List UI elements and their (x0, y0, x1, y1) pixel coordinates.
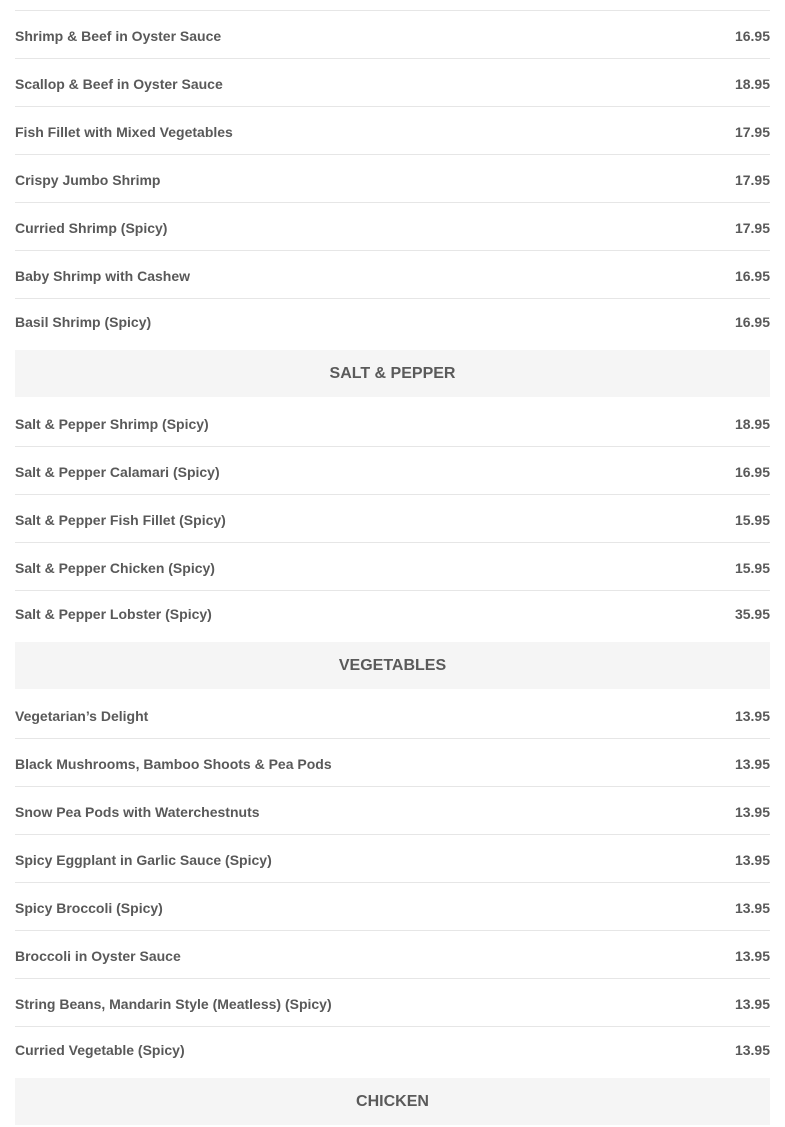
menu-item[interactable] (15, 787, 770, 835)
item-name: Baby Shrimp with Cashew (15, 267, 191, 284)
item-name: Salt & Pepper Chicken (Spicy) (15, 559, 215, 576)
item-name: Salt & Pepper Shrimp (Spicy) (15, 415, 209, 432)
item-price: 18.95 (734, 75, 770, 92)
item-name: Fish Fillet with Mixed Vegetables (15, 123, 233, 140)
item-price: 13.95 (734, 707, 770, 724)
menu-item[interactable] (15, 931, 770, 979)
menu-group-salt-pepper (15, 350, 770, 635)
item-name: Spicy Eggplant in Garlic Sauce (Spicy) (15, 851, 272, 868)
item-price: 13.95 (734, 899, 770, 916)
menu-item[interactable] (15, 203, 770, 251)
item-price: 17.95 (734, 171, 770, 188)
item-name: Curried Shrimp (Spicy) (15, 219, 168, 236)
item-price: 35.95 (734, 606, 770, 622)
item-price: 13.95 (734, 1042, 770, 1058)
menu-item[interactable] (15, 1027, 770, 1071)
menu-group-chicken (15, 1078, 770, 1125)
item-name: Black Mushrooms, Bamboo Shoots & Pea Pods (15, 755, 332, 772)
menu-item[interactable] (15, 835, 770, 883)
item-price: 16.95 (734, 463, 770, 480)
menu-item[interactable] (15, 495, 770, 543)
item-name: Scallop & Beef in Oyster Sauce (15, 75, 223, 92)
menu-item[interactable] (15, 59, 770, 107)
item-name: Shrimp & Beef in Oyster Sauce (15, 27, 222, 44)
menu-item[interactable] (15, 251, 770, 299)
menu-item[interactable] (15, 11, 770, 59)
item-name: Salt & Pepper Fish Fillet (Spicy) (15, 511, 226, 528)
menu-item[interactable] (15, 399, 770, 447)
menu-item[interactable] (15, 107, 770, 155)
menu-item[interactable] (15, 739, 770, 787)
item-name: Snow Pea Pods with Waterchestnuts (15, 803, 260, 820)
item-name: Crispy Jumbo Shrimp (15, 171, 161, 188)
menu-list (15, 10, 770, 1127)
item-name: Curried Vegetable (Spicy) (15, 1042, 185, 1058)
item-name: Spicy Broccoli (Spicy) (15, 899, 163, 916)
item-price: 17.95 (734, 219, 770, 236)
menu-item[interactable] (15, 691, 770, 739)
menu-group-seafood (15, 11, 770, 343)
item-price: 18.95 (734, 415, 770, 432)
item-name: Vegetarian’s Delight (15, 707, 149, 724)
item-price: 17.95 (734, 123, 770, 140)
menu-group-vegetables (15, 642, 770, 1071)
menu-item[interactable] (15, 299, 770, 343)
item-price: 15.95 (734, 511, 770, 528)
item-name: Broccoli in Oyster Sauce (15, 947, 181, 964)
item-price: 13.95 (734, 947, 770, 964)
menu-item[interactable] (15, 155, 770, 203)
item-name: String Beans, Mandarin Style (Meatless) (Spicy) (15, 995, 332, 1012)
section-header-vegetables: VEGETABLES (15, 642, 770, 689)
menu-item[interactable] (15, 591, 770, 635)
menu-item[interactable] (15, 447, 770, 495)
item-price: 13.95 (734, 803, 770, 820)
item-price: 15.95 (734, 559, 770, 576)
item-price: 16.95 (734, 314, 770, 330)
item-price: 13.95 (734, 851, 770, 868)
section-header-chicken: CHICKEN (15, 1078, 770, 1125)
item-price: 16.95 (734, 27, 770, 44)
item-name: Salt & Pepper Calamari (Spicy) (15, 463, 220, 480)
item-name: Salt & Pepper Lobster (Spicy) (15, 606, 212, 622)
menu-item[interactable] (15, 979, 770, 1027)
item-name: Basil Shrimp (Spicy) (15, 314, 152, 330)
item-price: 13.95 (734, 995, 770, 1012)
menu-item[interactable] (15, 883, 770, 931)
menu-item[interactable] (15, 543, 770, 591)
item-price: 16.95 (734, 267, 770, 284)
item-price: 13.95 (734, 755, 770, 772)
section-header-salt-pepper: SALT & PEPPER (15, 350, 770, 397)
